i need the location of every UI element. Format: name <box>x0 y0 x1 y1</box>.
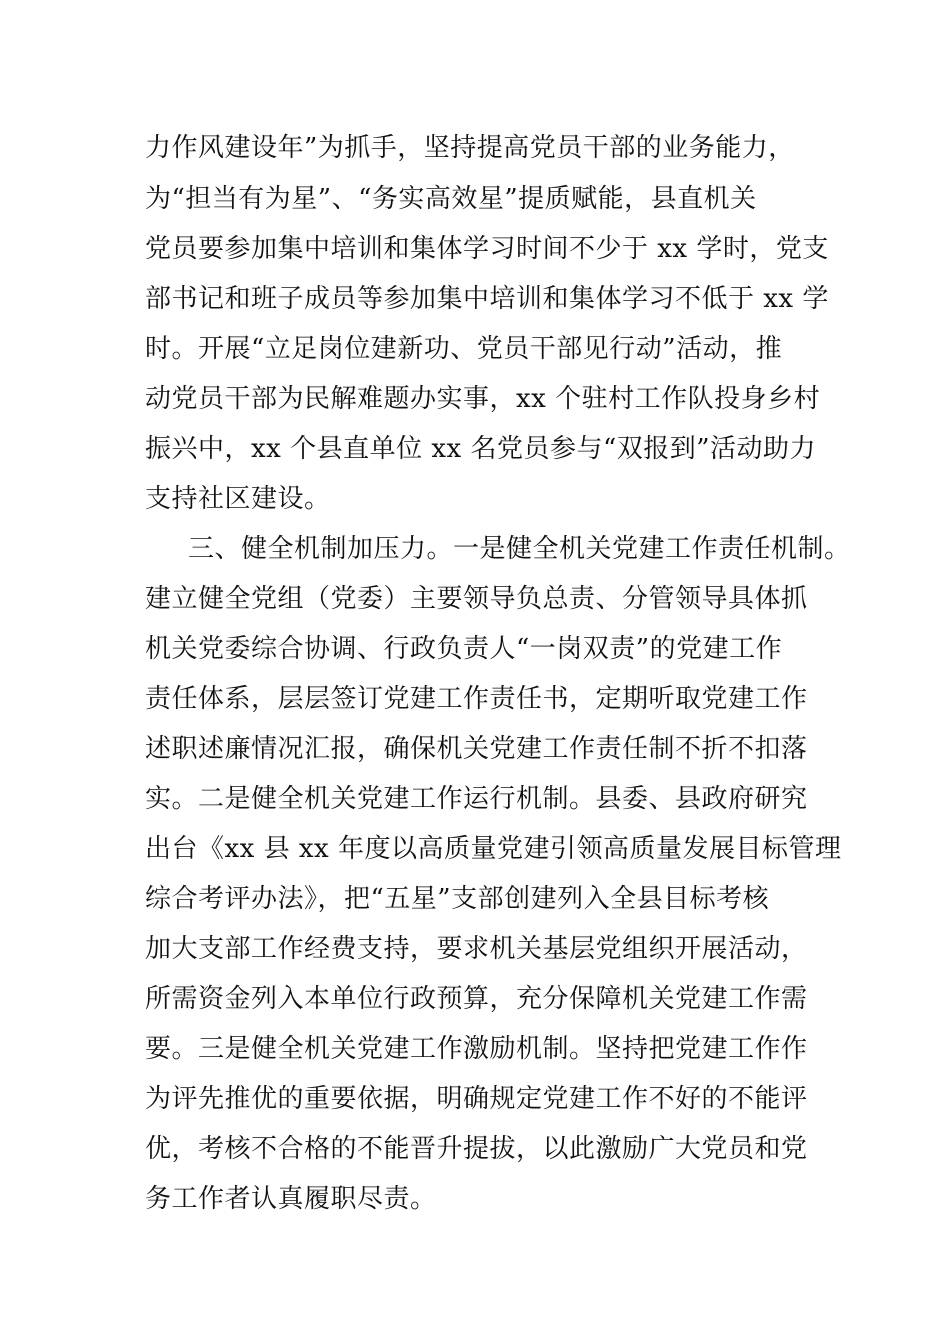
text-line: 责任体系，层层签订党建工作责任书，定期听取党建工作 <box>145 684 808 714</box>
text-line: 述职述廉情况汇报，确保机关党建工作责任制不折不扣落 <box>145 734 808 764</box>
text-line: 所需资金列入本单位行政预算，充分保障机关党建工作需 <box>145 984 808 1014</box>
text-line: 支持社区建设。 <box>145 484 331 514</box>
text-line: 为“担当有为星”、“务实高效星”提质赋能，县直机关 <box>145 184 757 214</box>
text-line: 时。开展“立足岗位建新功、党员干部见行动”活动，推 <box>145 334 783 364</box>
text-line: 力作风建设年”为抓手，坚持提高党员干部的业务能力， <box>145 133 795 163</box>
text-line: 加大支部工作经费支持，要求机关基层党组织开展活动， <box>145 934 808 964</box>
text-line: 要。三是健全机关党建工作激励机制。坚持把党建工作作 <box>145 1034 808 1064</box>
text-line: 党员要参加集中培训和集体学习时间不少于 xx 学时，党支 <box>145 234 829 264</box>
section-heading-line: 三、健全机制加压力。一是健全机关党建工作责任机制。 <box>188 534 851 564</box>
text-line: 为评先推优的重要依据，明确规定党建工作不好的不能评 <box>145 1084 808 1114</box>
text-line: 部书记和班子成员等参加集中培训和集体学习不低于 xx 学 <box>145 284 829 314</box>
text-line: 优，考核不合格的不能晋升提拔，以此激励广大党员和党 <box>145 1134 808 1164</box>
text-line: 机关党委综合协调、行政负责人“一岗双责”的党建工作 <box>145 634 783 664</box>
text-line: 实。二是健全机关党建工作运行机制。县委、县政府研究 <box>145 784 808 814</box>
text-line: 出台《xx 县 xx 年度以高质量党建引领高质量发展目标管理 <box>145 834 842 864</box>
text-line: 建立健全党组（党委）主要领导负总责、分管领导具体抓 <box>145 584 808 614</box>
text-line: 振兴中，xx 个县直单位 xx 名党员参与“双报到”活动助力 <box>145 434 817 464</box>
text-line: 综合考评办法》，把“五星”支部创建列入全县目标考核 <box>145 884 770 914</box>
text-line: 动党员干部为民解难题办实事，xx 个驻村工作队投身乡村 <box>145 384 821 414</box>
text-line: 务工作者认真履职尽责。 <box>145 1184 437 1214</box>
